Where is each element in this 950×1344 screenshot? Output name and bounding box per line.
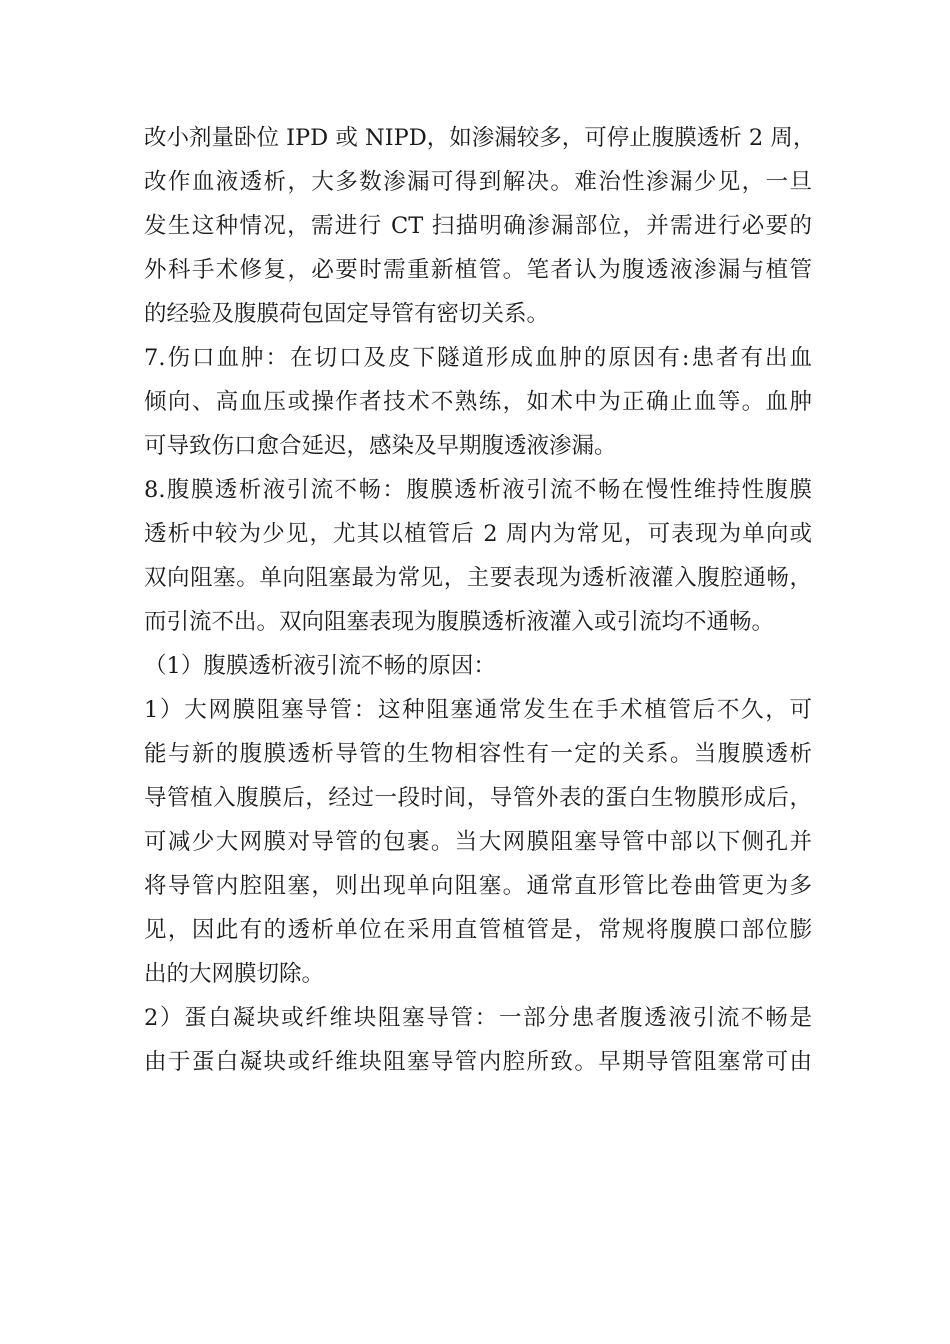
text-line: 发生这种情况，需进行 CT 扫描明确渗漏部位，并需进行必要的: [144, 213, 812, 239]
text-line: 改小剂量卧位 IPD 或 NIPD，如渗漏较多，可停止腹膜透析 2 周，: [144, 125, 816, 151]
text-line: 由于蛋白凝块或纤维块阻塞导管内腔所致。早期导管阻塞常可由: [144, 1049, 812, 1075]
text-line: 2）蛋白凝块或纤维块阻塞导管：一部分患者腹透液引流不畅是: [144, 1005, 812, 1031]
text-line: 改作血液透析，大多数渗漏可得到解决。难治性渗漏少见，一旦: [144, 169, 812, 195]
text-line: 8.腹膜透析液引流不畅：腹膜透析液引流不畅在慢性维持性腹膜: [144, 477, 812, 503]
paragraph: [144, 996, 812, 1084]
document-body: [144, 116, 816, 1084]
text-line: （1）腹膜透析液引流不畅的原因：: [144, 653, 496, 679]
paragraph: [144, 116, 816, 336]
text-line: 可导致伤口愈合延迟，感染及早期腹透液渗漏。: [144, 433, 617, 459]
text-line: 出的大网膜切除。: [144, 961, 325, 987]
text-line: 能与新的腹膜透析导管的生物相容性有一定的关系。当腹膜透析: [144, 741, 812, 767]
text-line: 见，因此有的透析单位在采用直管植管是，常规将腹膜口部位膨: [144, 917, 812, 943]
paragraph: [144, 336, 812, 468]
text-line: 7.伤口血肿：在切口及皮下隧道形成血肿的原因有:患者有出血: [144, 345, 812, 371]
text-line: 将导管内腔阻塞，则出现单向阻塞。通常直形管比卷曲管更为多: [144, 873, 812, 899]
text-line: 透析中较为少见，尤其以植管后 2 周内为常见，可表现为单向或: [144, 521, 812, 547]
text-line: 双向阻塞。单向阻塞最为常见，主要表现为透析液灌入腹腔通畅，: [144, 565, 812, 591]
text-line: 可减少大网膜对导管的包裹。当大网膜阻塞导管中部以下侧孔并: [144, 829, 812, 855]
paragraph: [144, 468, 812, 644]
text-line: 的经验及腹膜荷包固定导管有密切关系。: [144, 301, 550, 327]
text-line: 倾向、高血压或操作者技术不熟练，如术中为正确止血等。血肿: [144, 389, 812, 415]
text-line: 导管植入腹膜后，经过一段时间，导管外表的蛋白生物膜形成后，: [144, 785, 812, 811]
paragraph-heading: [144, 644, 812, 688]
text-line: 而引流不出。双向阻塞表现为腹膜透析液灌入或引流均不通畅。: [144, 609, 775, 635]
paragraph: [144, 688, 812, 996]
text-line: 1）大网膜阻塞导管：这种阻塞通常发生在手术植管后不久，可: [144, 697, 812, 723]
text-line: 外科手术修复，必要时需重新植管。笔者认为腹透液渗漏与植管: [144, 257, 812, 283]
